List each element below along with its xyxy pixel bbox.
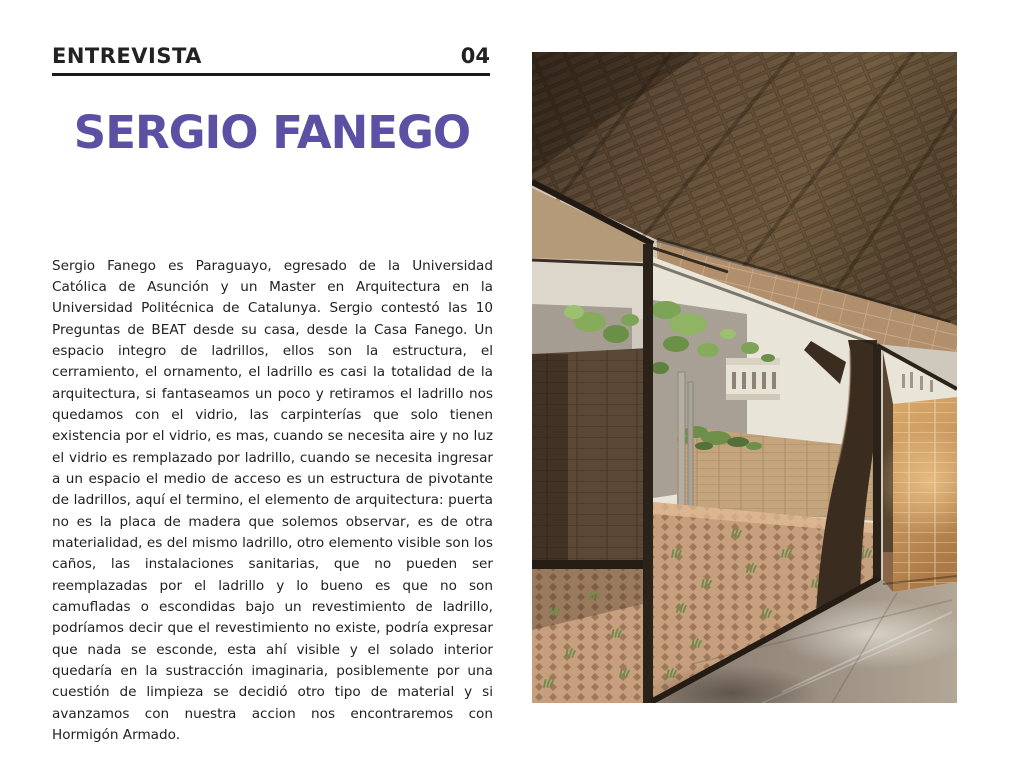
photo-figure	[532, 52, 957, 703]
left-wall-group	[532, 348, 650, 703]
right-side-group	[875, 345, 957, 592]
article-paragraph: Sergio Fanego es Paraguayo, egresado de la Universidad Católica de Asunción y un Master en Arquitectura en la Universidad Politécnica de Catalunya. Sergio contestó las 10 Preguntas de BEAT desde su casa, desde la Casa Fanego. Un espacio integro de ladrillos, ellos son la estructura, el cerramiento, el ornamento, el ladrillo es casi la totalidad de la arquitectura, si fantaseamos un poco y retiramos el ladrillo nos quedamos con el vidrio, las carpinterías que solo tienen existencia por el vidrio, es mas, cuando se necesita aire y no luz el vidrio es remplazado por ladrillo, cuando se necesita ingresar a un espacio el medio de acceso es un estructura de pivotante de ladrillos, aquí el termino, el elemento de arquitectura: puerta no es la placa de madera que solemos observar, es de otra materialidad, es del mismo ladrillo, otro elemento visible son los caños, las instalaciones sanitarias, que no pueden ser reemplazadas por el ladrillo y lo bueno es que no son camufladas o escondidas bajo un revestimiento de ladrillo, podríamos decir que el revestimiento no existe, podría expresar que nada se esconde, esta ahí visible y el solado interior quedaría en la sustracción imaginaria, posiblemente por una cuestión de limpieza se decidió otro tipo de material y si avanzamos con nuestra accion nos encontraremos con Hormigón Armado.	[52, 257, 493, 744]
balustrade	[726, 358, 780, 400]
window-sill-frame	[532, 560, 643, 569]
right-mullion	[873, 345, 881, 580]
header	[52, 44, 490, 76]
drain-pipes	[676, 372, 693, 522]
left-mullion	[643, 244, 653, 703]
page-title: SERGIO FANEGO	[73, 106, 471, 159]
casa-fanego-photo	[532, 52, 957, 703]
window-group	[532, 560, 643, 703]
page-number: 04	[460, 44, 490, 68]
section-kicker: ENTREVISTA	[52, 44, 202, 68]
